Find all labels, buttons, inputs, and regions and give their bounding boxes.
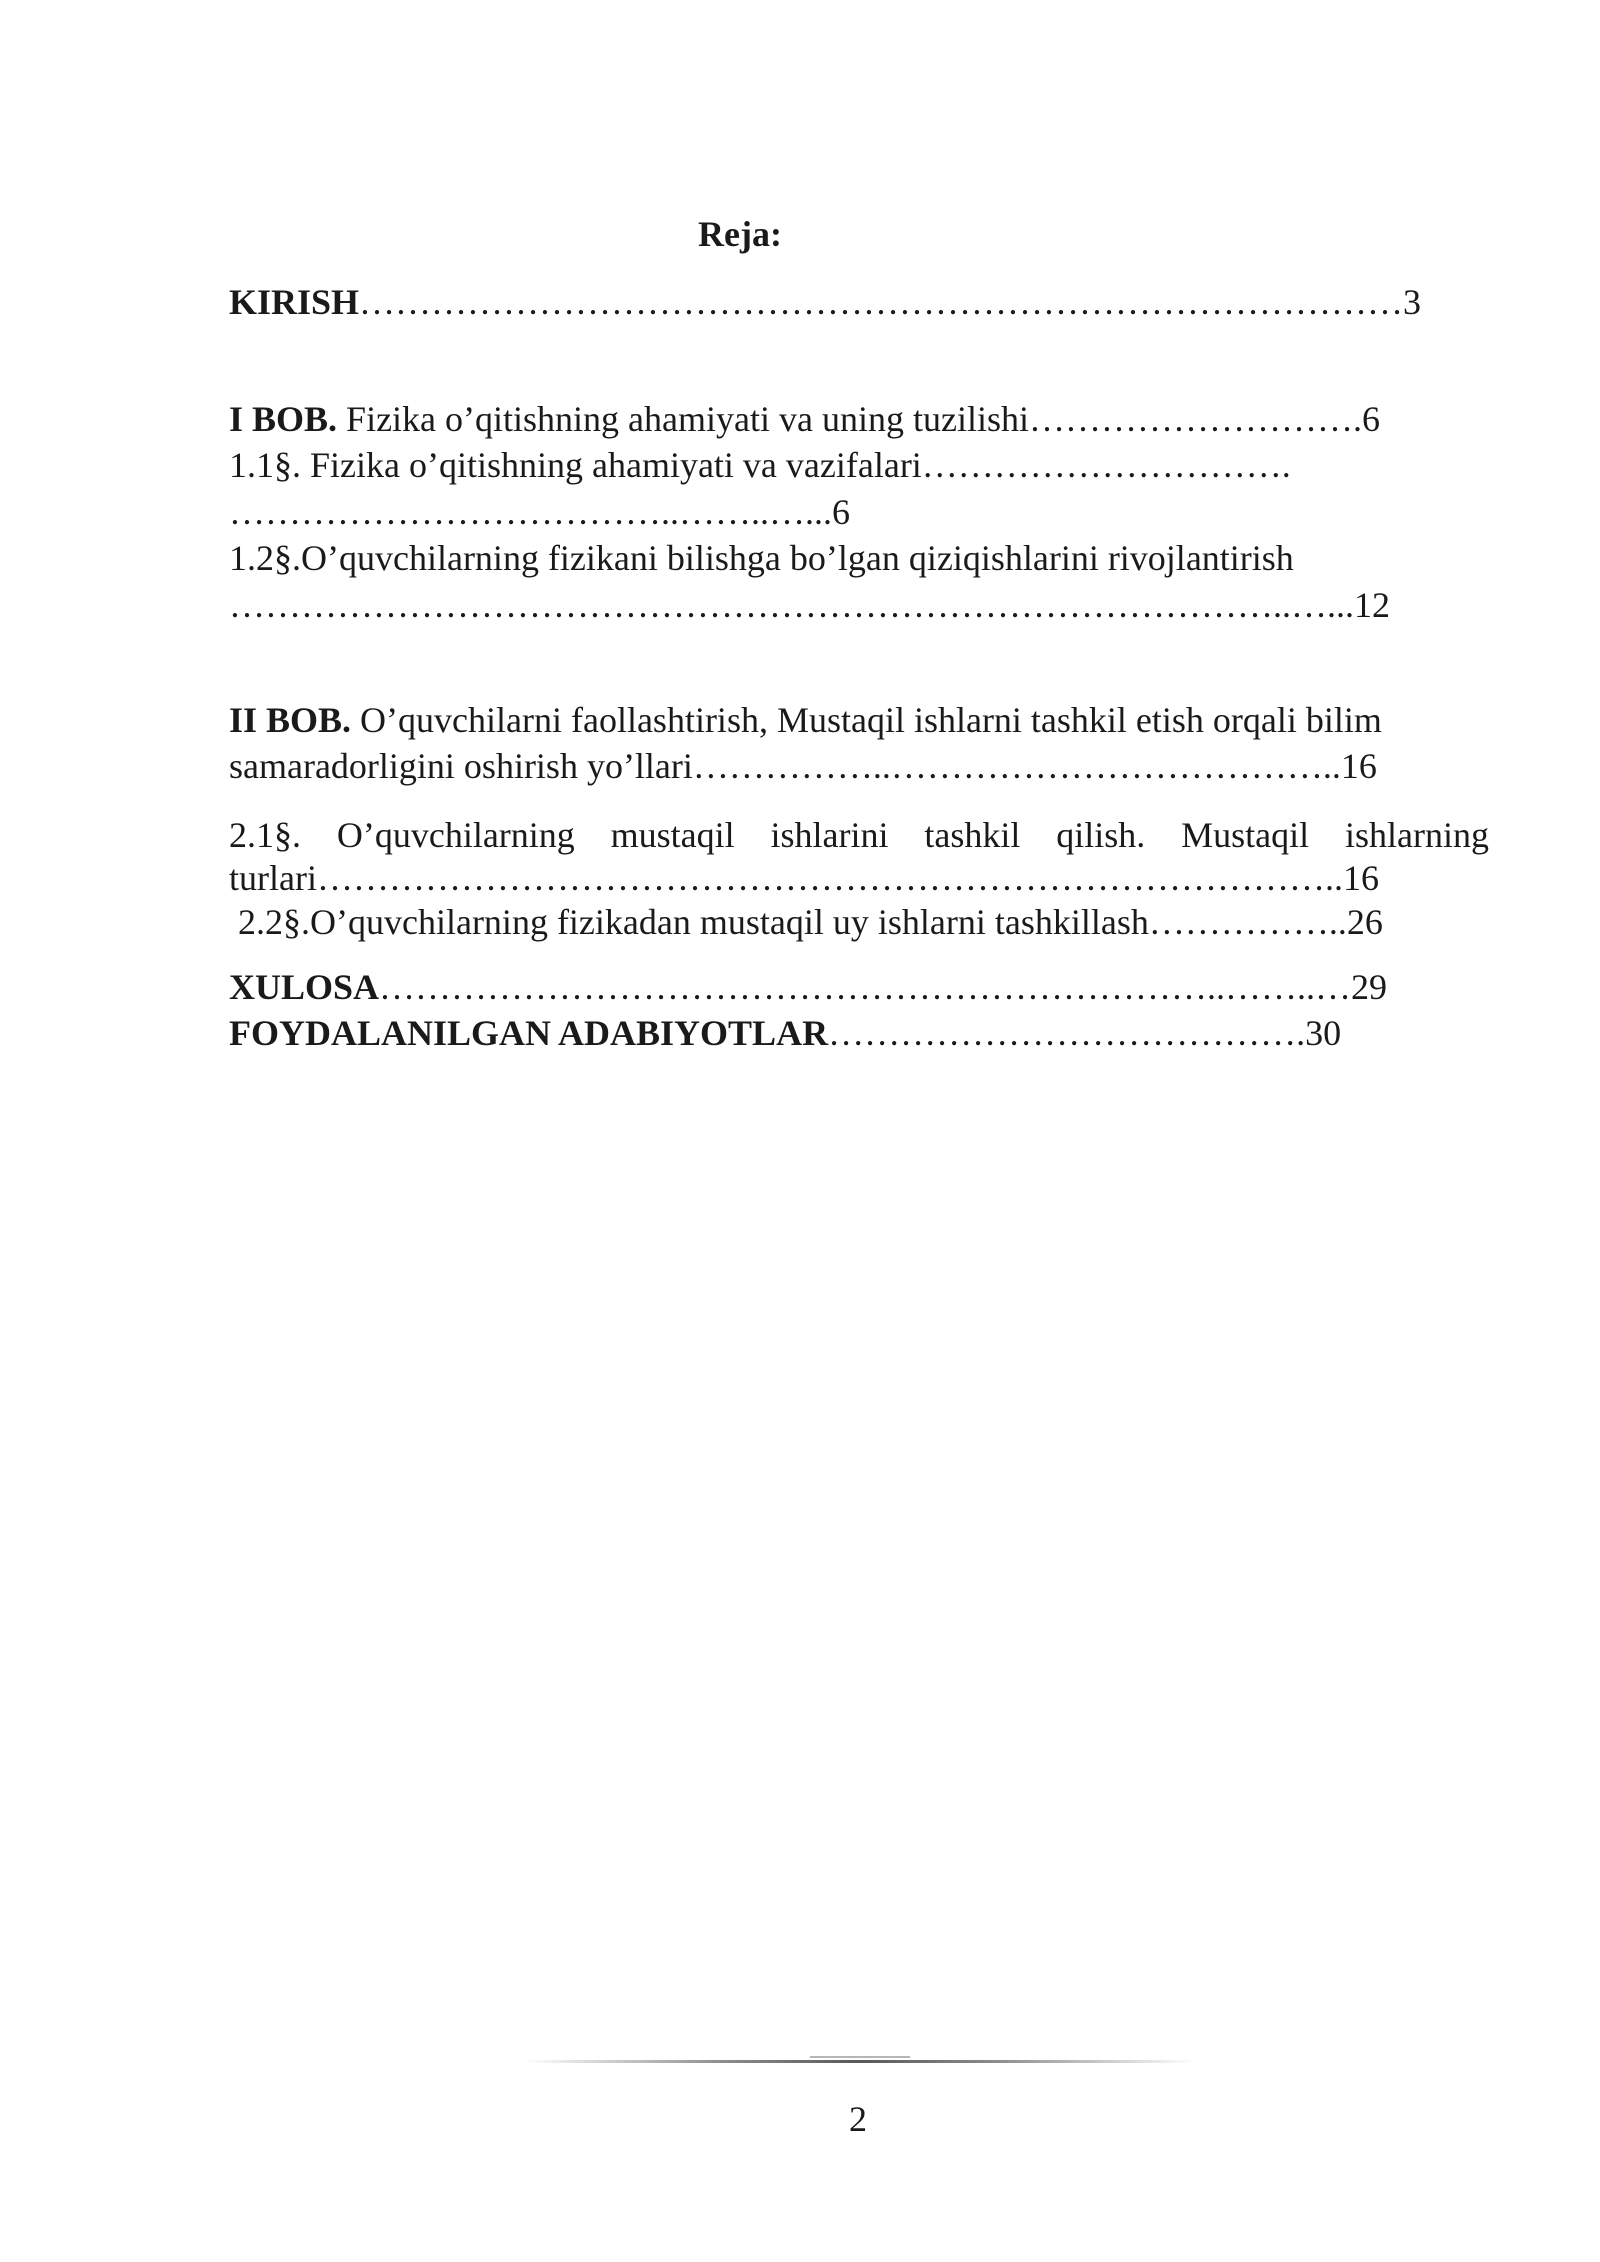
toc-entry-bob1 bbox=[229, 396, 1380, 442]
toc-entry-xulosa bbox=[229, 964, 1387, 1010]
toc-entry-section-2-1 bbox=[229, 812, 1489, 858]
toc-word: 2.1§. bbox=[229, 815, 301, 855]
toc-word: mustaqil bbox=[610, 815, 735, 855]
footer-divider bbox=[525, 2060, 1195, 2063]
toc-text-bob1: Fizika o’qitishning ahamiyati va uning tuzilishi……………………….6 bbox=[337, 399, 1380, 439]
toc-word: O’quvchilarning bbox=[336, 815, 575, 855]
page-number: 2 bbox=[849, 2099, 867, 2139]
toc-label-kirish: KIRISH bbox=[229, 282, 360, 322]
toc-entry-bob2 bbox=[229, 697, 1382, 743]
toc-word: Mustaqil bbox=[1181, 815, 1310, 855]
toc-entry-bob2-line2: samaradorligini oshirish yo’llari……………..………………………………..16 bbox=[229, 746, 1377, 786]
toc-leader-adabiyotlar: ………………………………….30 bbox=[828, 1013, 1342, 1053]
toc-entry-section-2-1-line2: turlari…………………………………………………………………………..16 bbox=[229, 858, 1379, 898]
toc-entry-section-2-2: 2.2§.O’quvchilarning fizikadan mustaqil uy ishlarni tashkillash……………..26 bbox=[229, 902, 1383, 942]
toc-entry-section-1-2-leader: ……………………………………………………………………………..…...12 bbox=[229, 585, 1390, 625]
toc-entry-adabiyotlar bbox=[229, 1010, 1341, 1056]
toc-text-bob2: O’quvchilarni faollashtirish, Mustaqil ishlarni tashkil etish orqali bilim bbox=[351, 700, 1382, 740]
page-title: Reja: bbox=[698, 214, 782, 254]
toc-entry-section-1-1-leader: ………………………………..……..…...6 bbox=[229, 492, 850, 532]
toc-word: qilish. bbox=[1056, 815, 1146, 855]
toc-label-xulosa: XULOSA bbox=[229, 967, 380, 1007]
toc-entry-kirish bbox=[229, 279, 1421, 325]
toc-entry-section-1-1: 1.1§. Fizika o’qitishning ahamiyati va vazifalari…………………………. bbox=[229, 445, 1291, 485]
toc-label-adabiyotlar: FOYDALANILGAN ADABIYOTLAR bbox=[229, 1013, 829, 1053]
toc-entry-section-1-2: 1.2§.O’quvchilarning fizikani bilishga bo’lgan qiziqishlarini rivojlantirish bbox=[229, 538, 1294, 578]
toc-leader-kirish: ……………………………………………………………………………3 bbox=[359, 282, 1422, 322]
toc-leader-xulosa: ……………………………………………………………..……..…29 bbox=[379, 967, 1388, 1007]
toc-word: ishlarini bbox=[770, 815, 889, 855]
toc-word: tashkil bbox=[924, 815, 1021, 855]
toc-label-bob2: II BOB. bbox=[229, 700, 352, 740]
toc-word: ishlarning bbox=[1344, 815, 1489, 855]
toc-label-bob1: I BOB. bbox=[229, 399, 338, 439]
